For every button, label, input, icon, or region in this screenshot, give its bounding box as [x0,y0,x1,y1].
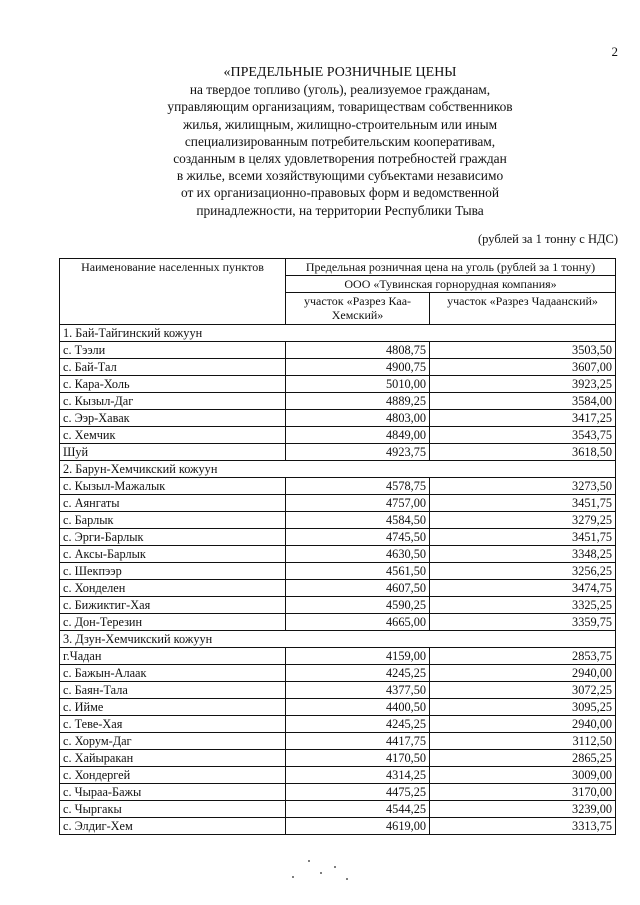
table-body [60,325,616,835]
price-kaa-khem: 4159,00 [286,648,430,665]
price-kaa-khem: 4314,25 [286,767,430,784]
price-kaa-khem: 4630,50 [286,546,430,563]
price-kaa-khem: 4619,00 [286,818,430,835]
settlement-name: с. Теве-Хая [60,716,286,733]
price-chadaan: 3348,25 [430,546,616,563]
price-chadaan: 3170,00 [430,784,616,801]
table-row [60,427,616,444]
price-kaa-khem: 4561,50 [286,563,430,580]
settlement-name: с. Хорум-Даг [60,733,286,750]
title-line: в жилье, всеми хозяйствующими субъектами независимо [176,168,504,184]
settlement-name: с. Хемчик [60,427,286,444]
title-line: от их организационно-правовых форм и ведомственной [180,185,500,201]
price-chadaan: 2865,25 [430,750,616,767]
settlement-name: с. Тээли [60,342,286,359]
settlement-name: с. Аянгаты [60,495,286,512]
header-site-chadaan: участок «Разрез Чадаанский» [430,293,616,325]
price-chadaan: 3923,25 [430,376,616,393]
price-kaa-khem: 4245,25 [286,716,430,733]
price-chadaan: 3359,75 [430,614,616,631]
settlement-name: с. Ээр-Хавак [60,410,286,427]
table-row [60,359,616,376]
settlement-name: с. Дон-Терезин [60,614,286,631]
price-chadaan: 3279,25 [430,512,616,529]
price-kaa-khem: 4584,50 [286,512,430,529]
table-row [60,614,616,631]
price-chadaan: 3417,25 [430,410,616,427]
settlement-name: с. Кызыл-Мажалык [60,478,286,495]
table-row [60,733,616,750]
price-kaa-khem: 4170,50 [286,750,430,767]
title-line: «ПРЕДЕЛЬНЫЕ РОЗНИЧНЫЕ ЦЕНЫ [223,65,457,80]
price-kaa-khem: 5010,00 [286,376,430,393]
table-row [60,444,616,461]
settlement-name: с. Хондергей [60,767,286,784]
price-chadaan: 3273,50 [430,478,616,495]
table-row [60,699,616,716]
title-line: специализированным потребительским кооперативам, [184,133,496,149]
table-row [60,750,616,767]
price-chadaan: 3072,25 [430,682,616,699]
header-company: ООО «Тувинская горнорудная компания» [286,276,616,293]
table-row [60,784,616,801]
title-line: созданным в целях удовлетворения потребностей граждан [173,151,507,167]
units-note: (рублей за 1 тонну с НДС) [478,232,618,246]
settlement-name: с. Кызыл-Даг [60,393,286,410]
price-kaa-khem: 4757,00 [286,495,430,512]
section-row [60,325,616,342]
table-row [60,410,616,427]
settlement-name: с. Хонделен [60,580,286,597]
section-row [60,631,616,648]
price-kaa-khem: 4889,25 [286,393,430,410]
section-heading: 1. Бай-Тайгинский кожуун [60,325,616,342]
price-kaa-khem: 4607,50 [286,580,430,597]
price-kaa-khem: 4377,50 [286,682,430,699]
price-kaa-khem: 4923,75 [286,444,430,461]
price-chadaan: 3607,00 [430,359,616,376]
table-row [60,801,616,818]
price-kaa-khem: 4544,25 [286,801,430,818]
price-chadaan: 3325,25 [430,597,616,614]
settlement-name: с. Чыргакы [60,801,286,818]
section-row [60,461,616,478]
price-chadaan: 3009,00 [430,767,616,784]
price-kaa-khem: 4803,00 [286,410,430,427]
header-site-kaa-khem: участок «Разрез Каа-Хемский» [286,293,430,325]
settlement-name: с. Аксы-Барлык [60,546,286,563]
table-row [60,682,616,699]
table-row [60,597,616,614]
price-kaa-khem: 4475,25 [286,784,430,801]
price-chadaan: 2940,00 [430,665,616,682]
price-chadaan: 3256,25 [430,563,616,580]
price-chadaan: 3503,50 [430,342,616,359]
price-chadaan: 3618,50 [430,444,616,461]
price-chadaan: 3474,75 [430,580,616,597]
page-number: 2 [611,44,618,59]
price-chadaan: 2853,75 [430,648,616,665]
price-chadaan: 3451,75 [430,495,616,512]
title-line: на твердое топливо (уголь), реализуемое гражданам, [189,82,491,98]
settlement-name: с. Барлык [60,512,286,529]
table-row [60,376,616,393]
settlement-name: с. Бай-Тал [60,359,286,376]
table-row [60,478,616,495]
price-kaa-khem: 4417,75 [286,733,430,750]
scan-artifact [290,852,360,892]
table-row [60,529,616,546]
settlement-name: с. Баян-Тала [60,682,286,699]
table-row [60,512,616,529]
price-kaa-khem: 4245,25 [286,665,430,682]
price-chadaan: 3239,00 [430,801,616,818]
document-title [80,64,600,219]
price-kaa-khem: 4590,25 [286,597,430,614]
settlement-name: с. Чыраа-Бажы [60,784,286,801]
price-chadaan: 2940,00 [430,716,616,733]
price-chadaan: 3451,75 [430,529,616,546]
table-row [60,648,616,665]
table-row [60,495,616,512]
price-chadaan: 3543,75 [430,427,616,444]
title-line: принадлежности, на территории Республики Тыва [196,202,484,218]
title-line: жилья, жилищным, жилищно-строительным или иным [182,116,498,132]
price-chadaan: 3095,25 [430,699,616,716]
settlement-name: Шуй [60,444,286,461]
table-row [60,767,616,784]
section-heading: 2. Барун-Хемчикский кожуун [60,461,616,478]
price-kaa-khem: 4745,50 [286,529,430,546]
settlement-name: с. Элдиг-Хем [60,818,286,835]
price-kaa-khem: 4900,75 [286,359,430,376]
settlement-name: г.Чадан [60,648,286,665]
price-kaa-khem: 4400,50 [286,699,430,716]
section-heading: 3. Дзун-Хемчикский кожуун [60,631,616,648]
price-chadaan: 3584,00 [430,393,616,410]
settlement-name: с. Кара-Холь [60,376,286,393]
table-row [60,342,616,359]
price-kaa-khem: 4808,75 [286,342,430,359]
table-row [60,393,616,410]
price-kaa-khem: 4849,00 [286,427,430,444]
settlement-name: с. Шекпээр [60,563,286,580]
settlement-name: с. Ийме [60,699,286,716]
header-price-group: Предельная розничная цена на уголь (рублей за 1 тонну) [286,259,616,276]
price-chadaan: 3313,75 [430,818,616,835]
table-row [60,580,616,597]
price-table [59,258,616,835]
settlement-name: с. Эрги-Барлык [60,529,286,546]
price-kaa-khem: 4578,75 [286,478,430,495]
table-row [60,665,616,682]
table-row [60,818,616,835]
settlement-name: с. Бажын-Алаак [60,665,286,682]
settlement-name: с. Хайыракан [60,750,286,767]
title-line: управляющим организациям, товариществам собственников [167,99,513,115]
price-chadaan: 3112,50 [430,733,616,750]
header-settlement: Наименование населенных пунктов [60,259,286,325]
table-row [60,563,616,580]
settlement-name: с. Бижиктиг-Хая [60,597,286,614]
table-row [60,716,616,733]
table-row [60,546,616,563]
price-kaa-khem: 4665,00 [286,614,430,631]
